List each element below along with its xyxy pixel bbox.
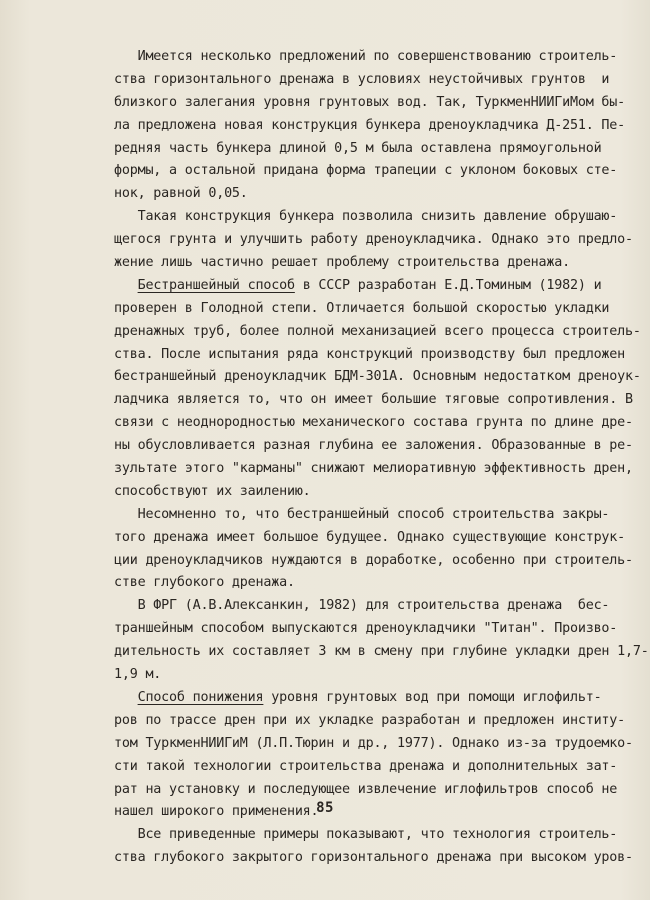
line-text: дренажных труб, более полной механизацией всего процесса строитель-	[114, 323, 641, 339]
line-text: зультате этого "карманы" снижают мелиоративную эффективность дрен,	[114, 461, 633, 477]
line-text: ства. После испытания ряда конструкций производству был предложен	[114, 346, 626, 362]
text-line	[114, 252, 614, 275]
line-text: сти такой технологии строительства дренажа и дополнительных зат-	[114, 758, 618, 774]
line-text: ров по трассе дрен при их укладке разработан и предложен институ-	[114, 712, 626, 728]
text-line	[114, 733, 633, 756]
line-text: рат на установку и последующее извлечение иглофильтров способ не	[114, 781, 618, 797]
line-text: в СССР разработан Е.Д.Томиным (1982) и	[294, 277, 602, 293]
underlined-term: Способ понижения	[137, 689, 264, 705]
text-line	[114, 435, 633, 458]
text-line	[114, 92, 626, 115]
text-line	[114, 504, 614, 527]
text-line	[114, 115, 626, 138]
line-text: нашел широкого применения.	[114, 804, 319, 820]
line-text: ны обусловливается разная глубина ее заложения. Образованные в ре-	[114, 438, 633, 454]
text-line	[114, 138, 614, 161]
text-line	[114, 46, 618, 69]
text-line	[114, 366, 641, 389]
text-line	[114, 779, 618, 802]
page-number: 85	[316, 800, 334, 816]
line-indent	[114, 278, 138, 293]
text-line	[114, 687, 614, 710]
line-text: том ТуркменНИИГиМ (Л.П.Тюрин и др., 1977). Однако из-за трудоемко-	[114, 735, 633, 751]
line-text: траншейным способом выпускаются дреноукладчики "Титан". Произво-	[114, 621, 618, 637]
text-line	[114, 229, 633, 252]
line-text: редняя часть бункера длиной 0,5 м была оставлена прямоугольной	[114, 140, 602, 156]
line-text: уровня грунтовых вод при помощи иглофильт-	[263, 689, 602, 705]
line-text: стве глубокого дренажа.	[114, 575, 295, 591]
text-line	[114, 412, 633, 435]
line-text: ции дреноукладчиков нуждаются в доработке, особенно при строитель-	[114, 552, 633, 568]
line-text: нок, равной 0,05.	[114, 186, 248, 202]
line-text: способствуют их заилению.	[114, 483, 311, 499]
text-line	[114, 389, 633, 412]
line-text: ства горизонтального дренажа в условиях неустойчивых грунтов и	[114, 71, 610, 87]
line-text: того дренажа имеет большое будущее. Однако существующие конструк-	[114, 529, 626, 545]
line-text: ства глубокого закрытого горизонтального дренажа при высоком уров-	[114, 850, 633, 866]
line-text: 1,9 м.	[114, 667, 162, 683]
text-line	[114, 756, 618, 779]
line-text: жение лишь частично решает проблему строительства дренажа.	[114, 255, 570, 271]
text-line	[114, 321, 641, 344]
text-line	[114, 664, 614, 687]
line-text: В ФРГ (А.В.Алексанкин, 1982) для строительства дренажа бес-	[114, 598, 610, 614]
line-text: щегося грунта и улучшить работу дреноукладчика. Однако это предло-	[114, 232, 633, 248]
text-line	[114, 160, 618, 183]
line-text: формы, а остальной придана форма трапеции с уклоном боковых сте-	[114, 163, 618, 179]
line-text: близкого залегания уровня грунтовых вод. Так, ТуркменНИИГиМом бы-	[114, 94, 626, 110]
text-line	[114, 710, 626, 733]
line-text: Все приведенные примеры показывают, что технология строитель-	[114, 827, 618, 843]
text-line	[114, 275, 614, 298]
text-line	[114, 595, 614, 618]
text-line	[114, 618, 618, 641]
line-text: Несомненно то, что бестраншейный способ строительства закры-	[114, 506, 610, 522]
underlined-term: Бестраншейный способ	[137, 277, 295, 293]
text-line	[114, 206, 618, 229]
text-line	[114, 183, 614, 206]
text-line	[114, 298, 614, 321]
text-line	[114, 572, 614, 595]
text-line	[114, 550, 633, 573]
text-line	[114, 527, 626, 550]
text-line	[114, 69, 614, 92]
text-line	[114, 481, 614, 504]
line-text: бестраншейный дреноукладчик БДМ-301А. Основным недостатком дреноук-	[114, 369, 641, 385]
line-text: Имеется несколько предложений по совершенствованию строитель-	[114, 49, 618, 64]
text-line	[114, 344, 626, 367]
text-line	[114, 824, 618, 847]
line-text: Такая конструкция бункера позволила снизить давление обрушаю-	[114, 209, 618, 225]
line-text: проверен в Голодной степи. Отличается большой скоростью укладки	[114, 300, 610, 316]
text-line	[114, 641, 649, 664]
text-line	[114, 847, 633, 870]
text-line	[114, 458, 633, 481]
line-text: связи с неоднородностью механического состава грунта по длине дре-	[114, 415, 633, 431]
line-text: ладчика является то, что он имеет большие тяговые сопротивления. В	[114, 392, 633, 408]
line-indent	[114, 690, 138, 705]
line-text: дительность их составляет 3 км в смену при глубине укладки дрен 1,7-	[114, 644, 649, 660]
line-text: ла предложена новая конструкция бункера дреноукладчика Д-251. Пе-	[114, 117, 626, 133]
body-text	[114, 46, 649, 870]
